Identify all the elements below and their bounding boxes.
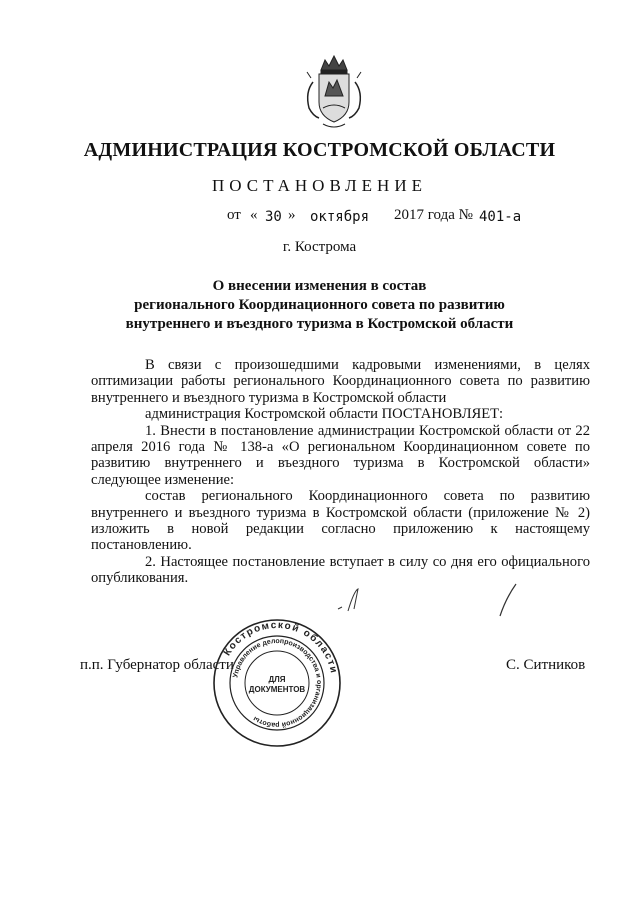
document-body bbox=[91, 357, 590, 587]
coat-of-arms-icon bbox=[299, 52, 369, 132]
document-title bbox=[80, 277, 559, 334]
place: г. Кострома bbox=[282, 239, 357, 255]
official-stamp bbox=[212, 618, 342, 748]
date-prefix: от bbox=[227, 207, 241, 223]
paragraph-resolves: администрация Костромской области ПОСТАНОВЛЯЕТ: bbox=[145, 406, 504, 423]
document-number: 401-а bbox=[479, 209, 522, 225]
paragraph-composition: состав регионального Координационного совета по развитию внутреннего и въездного туризма в Костромской области (приложение № 2) изложить в новой редакции согласно приложению к настоящему постановлению. bbox=[91, 488, 590, 554]
paragraph-preamble: В связи с произошедшими кадровыми изменениями, в целях оптимизации работы регионального Координационного совета по развитию внутреннего и въездного туризма в Костромской области bbox=[91, 357, 590, 406]
stamp-outer-text: Костромской области bbox=[221, 619, 340, 676]
date-year: 2017 года № bbox=[394, 207, 473, 223]
date-day: 30 bbox=[265, 209, 282, 225]
stamp-center-line-2: ДОКУМЕНТОВ bbox=[248, 685, 306, 694]
handwritten-mark bbox=[334, 585, 374, 615]
title-line-3: внутреннего и въездного туризма в Костромской области bbox=[125, 316, 514, 332]
date-month: октября bbox=[310, 209, 370, 225]
document-type: ПОСТАНОВЛЕНИЕ bbox=[211, 176, 427, 195]
organization-title: АДМИНИСТРАЦИЯ КОСТРОМСКОЙ ОБЛАСТИ bbox=[83, 139, 556, 161]
stamp-center-line-1: ДЛЯ bbox=[268, 675, 286, 684]
paragraph-item-1: 1. Внести в постановление администрации Костромской области от 22 апреля 2016 года № 138-а «О региональном Координационном совете по развитию внутреннего и въездного туризма в Костромской области» следующее изменение: bbox=[91, 422, 590, 488]
stamp-inner-text: Управление делопроизводства и организационной работы bbox=[232, 637, 323, 729]
date-close-quote: » bbox=[288, 207, 296, 223]
signature-stroke bbox=[494, 578, 534, 618]
signatory-name: С. Ситников bbox=[506, 657, 586, 673]
title-line-2: регионального Координационного совета по развитию bbox=[134, 297, 505, 313]
signatory-position: п.п. Губернатор области bbox=[80, 657, 234, 673]
paragraph-item-2: 2. Настоящее постановление вступает в силу со дня его официального опубликования. bbox=[91, 553, 590, 587]
date-open-quote: « bbox=[250, 207, 258, 223]
title-line-1: О внесении изменения в состав bbox=[212, 278, 427, 294]
